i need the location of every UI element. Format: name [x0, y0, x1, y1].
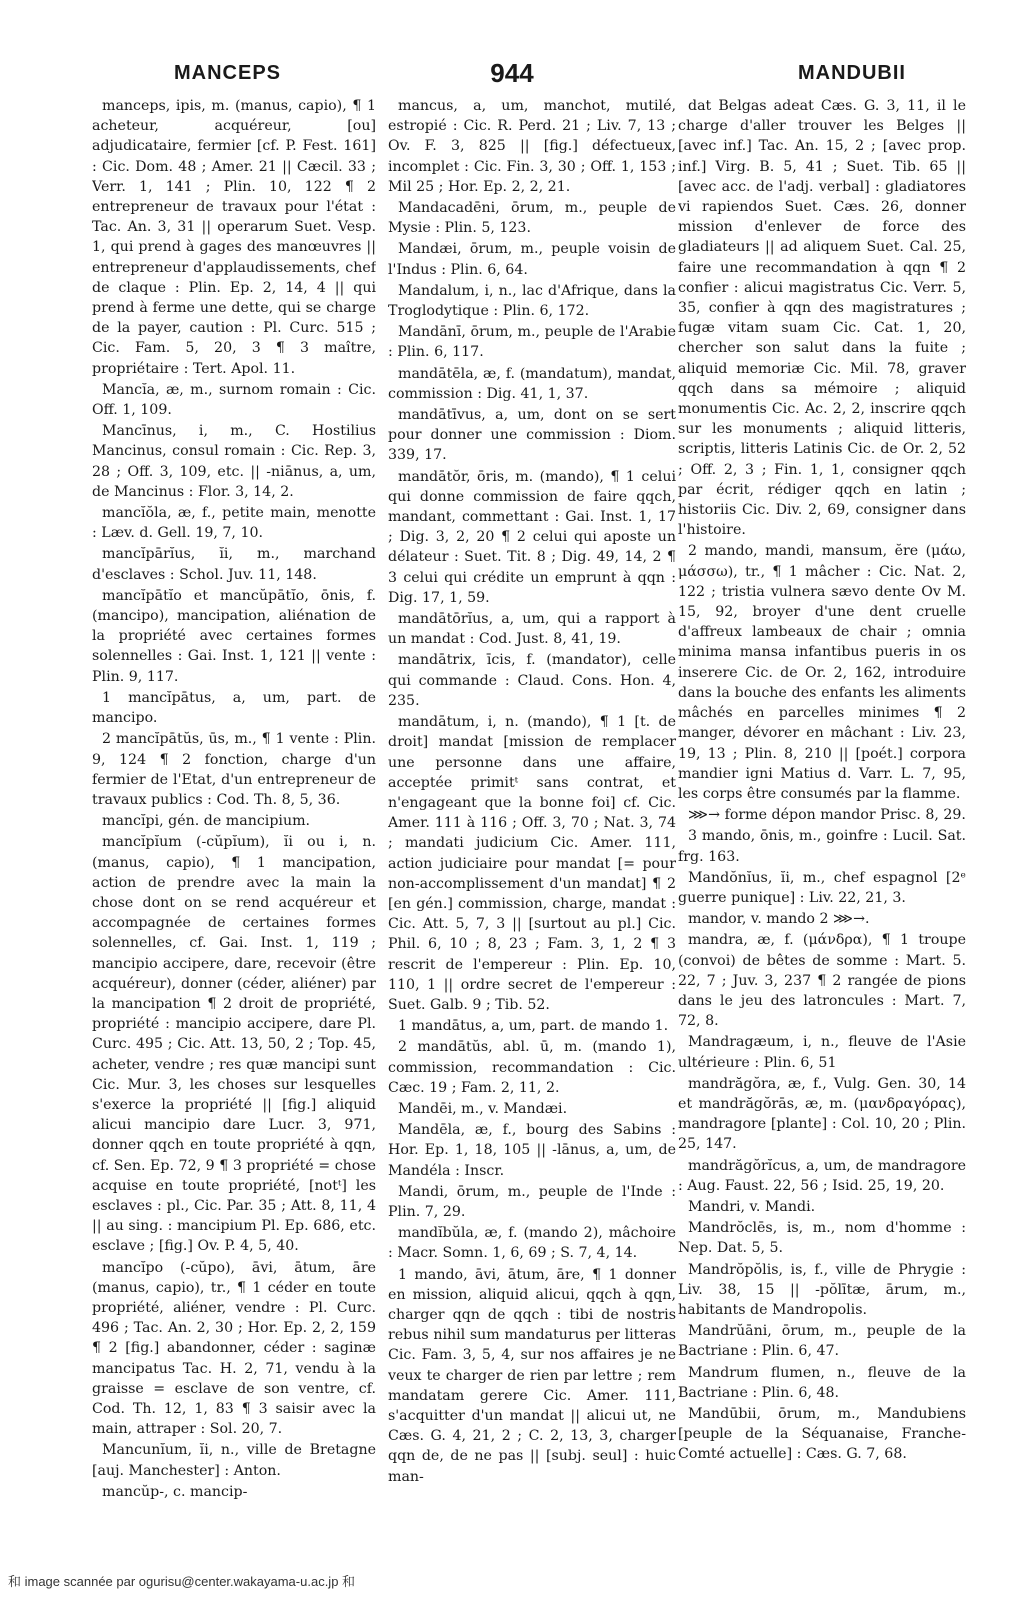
dictionary-entry: mandra, æ, f. (μάνδρα), ¶ 1 troupe (convoi) de bêtes de somme : Mart. 5. 22, 7 ; Juv. 3, 237 ¶ 2 rangée de pions dans le jeu des latroncules : Mart. 7, 72, 8.	[678, 932, 966, 1030]
dictionary-entry: Mancīnus, i, m., C. Hostilius Mancinus, consul romain : Cic. Rep. 3, 28 ; Off. 3, 109, etc. || -niānus, a, um, de Mancinus : Flor. 3, 14, 2.	[92, 423, 376, 500]
dictionary-entry: mandātrix, īcis, f. (mandator), celle qui commande : Claud. Cons. Hon. 4, 235.	[388, 652, 676, 709]
dictionary-entry: Mancunĭum, ĭi, n., ville de Bretagne [auj. Manchester] : Anton.	[92, 1442, 376, 1479]
dictionary-entry: 2 mando, mandi, mansum, ĕre (μάω, μάσσω), tr., ¶ 1 mâcher : Cic. Nat. 2, 122 ; tristia vulnera sævo dente Ov M. 15, 92, broyer d'une dent cruelle d'affreux lambeaux de chair ; omnia minima mansa infantibus pueris in os inserere Cic. de Or. 2, 162, introduire dans la bouche des enfants les aliments mâchés en parcelles minimes ¶ 2 manger, dévorer en mâchant : Liv. 23, 19, 13 ; Plin. 8, 210 || [poét.] corpora mandier igni Matius d. Varr. L. 7, 95, les corps être consumés par la flamme.	[678, 543, 966, 802]
dictionary-entry: mancĭpārĭus, ĭi, m., marchand d'esclaves : Schol. Juv. 11, 148.	[92, 546, 376, 583]
column-right	[678, 96, 966, 1550]
dictionary-entry: mandātŏr, ōris, m. (mando), ¶ 1 celui qui donne commission de faire qqch, mandant, commettant : Gai. Inst. 1, 17 ; Dig. 3, 2, 20 ¶ 2 celui qui aposte un délateur : Suet. Tit. 8 ; Dig. 49, 14, 2 ¶ 3 celui qui crédite un emprunt à qqn : Dig. 17, 1, 59.	[388, 468, 676, 606]
dictionary-entry: 2 mandātŭs, abl. ū, m. (mando 1), commission, recommandation : Cic. Cæc. 19 ; Fam. 2, 11, 2.	[388, 1039, 676, 1096]
page-number: 944	[490, 58, 534, 88]
dictionary-entry: Mandēla, æ, f., bourg des Sabins : Hor. Ep. 1, 18, 105 || -lānus, a, um, de Mandéla : Inscr.	[388, 1122, 676, 1179]
dictionary-entry: mancĭpātĭo et mancŭpātĭo, ōnis, f. (mancipo), mancipation, aliénation de la propriété avec certaines formes solennelles : Gai. Inst. 1, 121 || vente : Plin. 9, 117.	[92, 587, 376, 685]
dictionary-entry: Mandrŏpŏlis, is, f., ville de Phrygie : Liv. 38, 15 || -pŏlītæ, ārum, m., habitants de Mandropolis.	[678, 1261, 966, 1318]
dictionary-entry: Mandalum, i, n., lac d'Afrique, dans la Troglodytique : Plin. 6, 172.	[388, 282, 676, 320]
dictionary-entry: mandrăgŏra, æ, f., Vulg. Gen. 30, 14 et mandrăgŏrās, æ, m. (μανδραγόρας), mandragore [plante] : Col. 10, 20 ; Plin. 25, 147.	[678, 1075, 966, 1153]
dictionary-entry: mancĭpi, gén. de mancipium.	[102, 813, 311, 830]
column-middle	[388, 96, 676, 1550]
dictionary-entry: mancĭŏla, æ, f., petite main, menotte : Læv. d. Gell. 19, 7, 10.	[92, 505, 376, 542]
dictionary-entry: mandātum, i, n. (mando), ¶ 1 [t. de droit] mandat [mission de remplacer une personne dans une affaire, acceptée primitᵗ sans contrat, et n'engageant que la bonne foi] cf. Cic. Amer. 111 à 116 ; Off. 3, 70 ; Nat. 3, 74 ; mandati judicium Cic. Amer. 111, action judiciaire pour mandat [= pour non-accomplissement d'un mandat] ¶ 2 [en gén.] commission, charge, mandat : Cic. Att. 5, 7, 3 || [surtout au pl.] Cic. Phil. 6, 10 ; 8, 23 ; Fam. 3, 1, 2 ¶ 3 rescrit de l'empereur : Plin. Ep. 10, 110, 1 || ordre secret de l'empereur : Suet. Galb. 9 ; Tib. 52.	[388, 714, 676, 1013]
dictionary-entry: mancĭpĭum (-cŭpĭum), ĭi ou i, n. (manus, capio), ¶ 1 mancipation, action de prendre avec la main la chose dont on se rend acquéreur et accompagnée de certaines formes solennelles, cf. Gai. Inst. 1, 119 ; mancipio accipere, dare, recevoir (être acquéreur), donner (céder, aliéner) par la mancipation ¶ 2 droit de propriété, propriété : mancipio accipere, dare Pl. Curc. 495 ; Cic. Att. 13, 50, 2 ; Top. 45, acheter, vendre ; res quæ mancipi sunt Cic. Mur. 3, les choses sur lesquelles s'exerce la propriété || [fig.] aliquid alicui mancipio dare Lucr. 3, 971, donner qqch en toute propriété à qqn, cf. Sen. Ep. 72, 9 ¶ 3 propriété = chose acquise en toute propriété, [notᵗ] les esclaves : pl., Cic. Par. 35 ; Att. 8, 11, 4 || au sing. : mancipium Pl. Ep. 686, etc. esclave ; [fig.] Ov. P. 4, 5, 40.	[92, 834, 376, 1255]
dictionary-entry: Mandūbii, ōrum, m., Mandubiens [peuple de la Séquanaise, Franche-Comté actuelle] : Cæs. G. 7, 68.	[678, 1406, 966, 1463]
dictionary-entry: Mandri, v. Mandi.	[688, 1198, 816, 1215]
dictionary-entry: mancus, a, um, manchot, mutilé, estropié : Cic. R. Perd. 21 ; Liv. 7, 13 ; Ov. F. 3, 825 || [fig.] défectueux, incomplet : Cic. Fin. 3, 30 ; Off. 1, 153 ; Mil 25 ; Hor. Ep. 2, 2, 21.	[388, 98, 676, 195]
dictionary-entry: mancŭp-, c. mancip-	[102, 1483, 248, 1500]
dictionary-entry: manceps, ipis, m. (manus, capio), ¶ 1 acheteur, acquéreur, [ou] adjudicataire, fermier [cf. P. Fest. 161] : Cic. Dom. 48 ; Amer. 21 || Cæcil. 33 ; Verr. 1, 141 ; Plin. 10, 122 ¶ 2 entrepreneur de travaux pour l'état : Tac. An. 3, 31 || operarum Suet. Vesp. 1, qui prend à gages des manœuvres || entrepreneur d'applaudissements, chef de claque : Plin. Ep. 2, 14, 4 || qui prend à ferme une dette, qui se charge de la payer, caution : Pl. Curc. 515 ; Cic. Fam. 5, 20, 3 ¶ 3 maître, propriétaire : Tert. Apol. 11.	[92, 98, 376, 377]
dictionary-entry: Mandēi, m., v. Mandæi.	[398, 1100, 568, 1117]
dictionary-entry: mandor, v. mando 2 ⋙→.	[688, 911, 870, 928]
dictionary-entry: mandātīvus, a, um, dont on se sert pour donner une commission : Diom. 339, 17.	[388, 407, 676, 464]
dictionary-entry: 2 mancĭpātŭs, ūs, m., ¶ 1 vente : Plin. 9, 124 ¶ 2 fonction, charge d'un fermier de l'Etat, d'un entrepreneur de travaux publics : Cod. Th. 8, 5, 36.	[92, 731, 376, 808]
dictionary-entry: 1 mandātus, a, um, part. de mando 1.	[398, 1018, 669, 1035]
dictionary-entry: 1 mando, āvi, ātum, āre, ¶ 1 donner en mission, aliquid alicui, qqch à qqn, charger qqn de qqch : tibi de nostris rebus nihil sum mandaturus per litteras Cic. Fam. 3, 5, 4, sur nos affaires je ne veux te charger de rien par lettre ; rem mandatam gerere Cic. Amer. 111, s'acquitter d'un mandat || alicui ut, ne Cæs. G. 4, 21, 2 ; C. 2, 13, 3, charger qqn de, de ne pas || [subj. seul] : huic man-	[388, 1266, 676, 1485]
dictionary-entry: Mandrum flumen, n., fleuve de la Bactriane : Plin. 6, 48.	[678, 1364, 966, 1401]
dictionary-entry: Mandrŏclēs, is, m., nom d'homme : Nep. Dat. 5, 5.	[678, 1220, 966, 1257]
dictionary-entry: Mandānī, ōrum, m., peuple de l'Arabie : Plin. 6, 117.	[388, 324, 676, 361]
dictionary-entry: 3 mando, ōnis, m., goinfre : Lucil. Sat. frg. 163.	[678, 828, 966, 865]
dictionary-entry: mandātōrĭus, a, um, qui a rapport à un mandat : Cod. Just. 8, 41, 19.	[388, 611, 676, 648]
dictionary-entry: mandrăgŏrĭcus, a, um, de mandragore : Aug. Faust. 22, 56 ; Isid. 25, 19, 20.	[678, 1157, 966, 1194]
dictionary-entry: ⋙→ forme dépon mandor Prisc. 8, 29.	[688, 807, 966, 824]
dictionary-entry: Mandrŭāni, ōrum, m., peuple de la Bactriane : Plin. 6, 47.	[678, 1323, 966, 1360]
dictionary-entry: Mandragæum, i, n., fleuve de l'Asie ultérieure : Plin. 6, 51	[678, 1034, 966, 1071]
column-left	[92, 96, 376, 1550]
dictionary-entry: mandātēla, æ, f. (mandatum), mandat, commission : Dig. 41, 1, 37.	[388, 365, 676, 402]
header-left-guideword: MANCEPS	[174, 62, 282, 84]
page-header	[0, 58, 1024, 92]
dictionary-entry: 1 mancĭpātus, a, um, part. de mancipo.	[92, 689, 376, 727]
dictionary-entry: dat Belgas adeat Cæs. G. 3, 11, il le charge d'aller trouver les Belges || [avec inf.] Tac. An. 15, 2 ; [avec prop. inf.] Virg. B. 5, 41 ; Suet. Tib. 65 || [avec acc. de l'adj. verbal] : gladiatores vi rapiendos Suet. Cæs. 26, donner mission d'enlever de force des gladiateurs || ad aliquem Suet. Cal. 25, faire une recommandation à qqn ¶ 2 confier : alicui magistratus Cic. Verr. 5, 35, confier à qqn des magistratures ; fugæ vitam suam Cic. Cat. 1, 20, chercher son salut dans la fuite ; aliquid memoriæ Cic. Mil. 78, graver qqch dans sa mémoire ; aliquid monumentis Cic. Ac. 2, 2, inscrire qqch sur les monuments ; aliquid litteris, scriptis, litteris Latinis Cic. de Or. 2, 52 ; Off. 2, 3 ; Fin. 1, 1, consigner qqch par écrit, rédiger qqch en latin ; historiis Cic. Div. 2, 69, consigner dans l'histoire.	[678, 98, 966, 539]
dictionary-entry: Mandacadēni, ōrum, m., peuple de Mysie : Plin. 5, 123.	[388, 200, 676, 237]
dictionary-entry: Mandæi, ōrum, m., peuple voisin de l'Indus : Plin. 6, 64.	[388, 241, 676, 278]
dictionary-entry: Mandi, ōrum, m., peuple de l'Inde : Plin. 7, 29.	[388, 1183, 676, 1220]
dictionary-entry: mandĭbŭla, æ, f. (mando 2), mâchoire : Macr. Somn. 1, 6, 69 ; S. 7, 4, 14.	[388, 1225, 676, 1262]
dictionary-entry: mancĭpo (-cŭpo), āvi, ātum, āre (manus, capio), tr., ¶ 1 céder en toute propriété, aliéner, vendre : Pl. Curc. 496 ; Tac. An. 2, 30 ; Hor. Ep. 2, 2, 159 ¶ 2 [fig.] abandonner, céder : saginæ mancipatus Tac. H. 2, 71, vendu à la graisse = esclave de son ventre, cf. Cod. Th. 12, 1, 83 ¶ 3 saisir avec la main, attraper : Sol. 20, 7.	[92, 1259, 376, 1438]
dictionary-entry: Mandŏnĭus, ĭi, m., chef espagnol [2ᵉ guerre punique] : Liv. 22, 21, 3.	[678, 869, 966, 906]
header-right-guideword: MANDUBII	[798, 62, 906, 84]
scan-credit-footer: 和 image scannée par ogurisu@center.wakayama-u.ac.jp 和	[8, 1574, 356, 1589]
dictionary-entry: Mancĭa, æ, m., surnom romain : Cic. Off. 1, 109.	[92, 381, 376, 419]
